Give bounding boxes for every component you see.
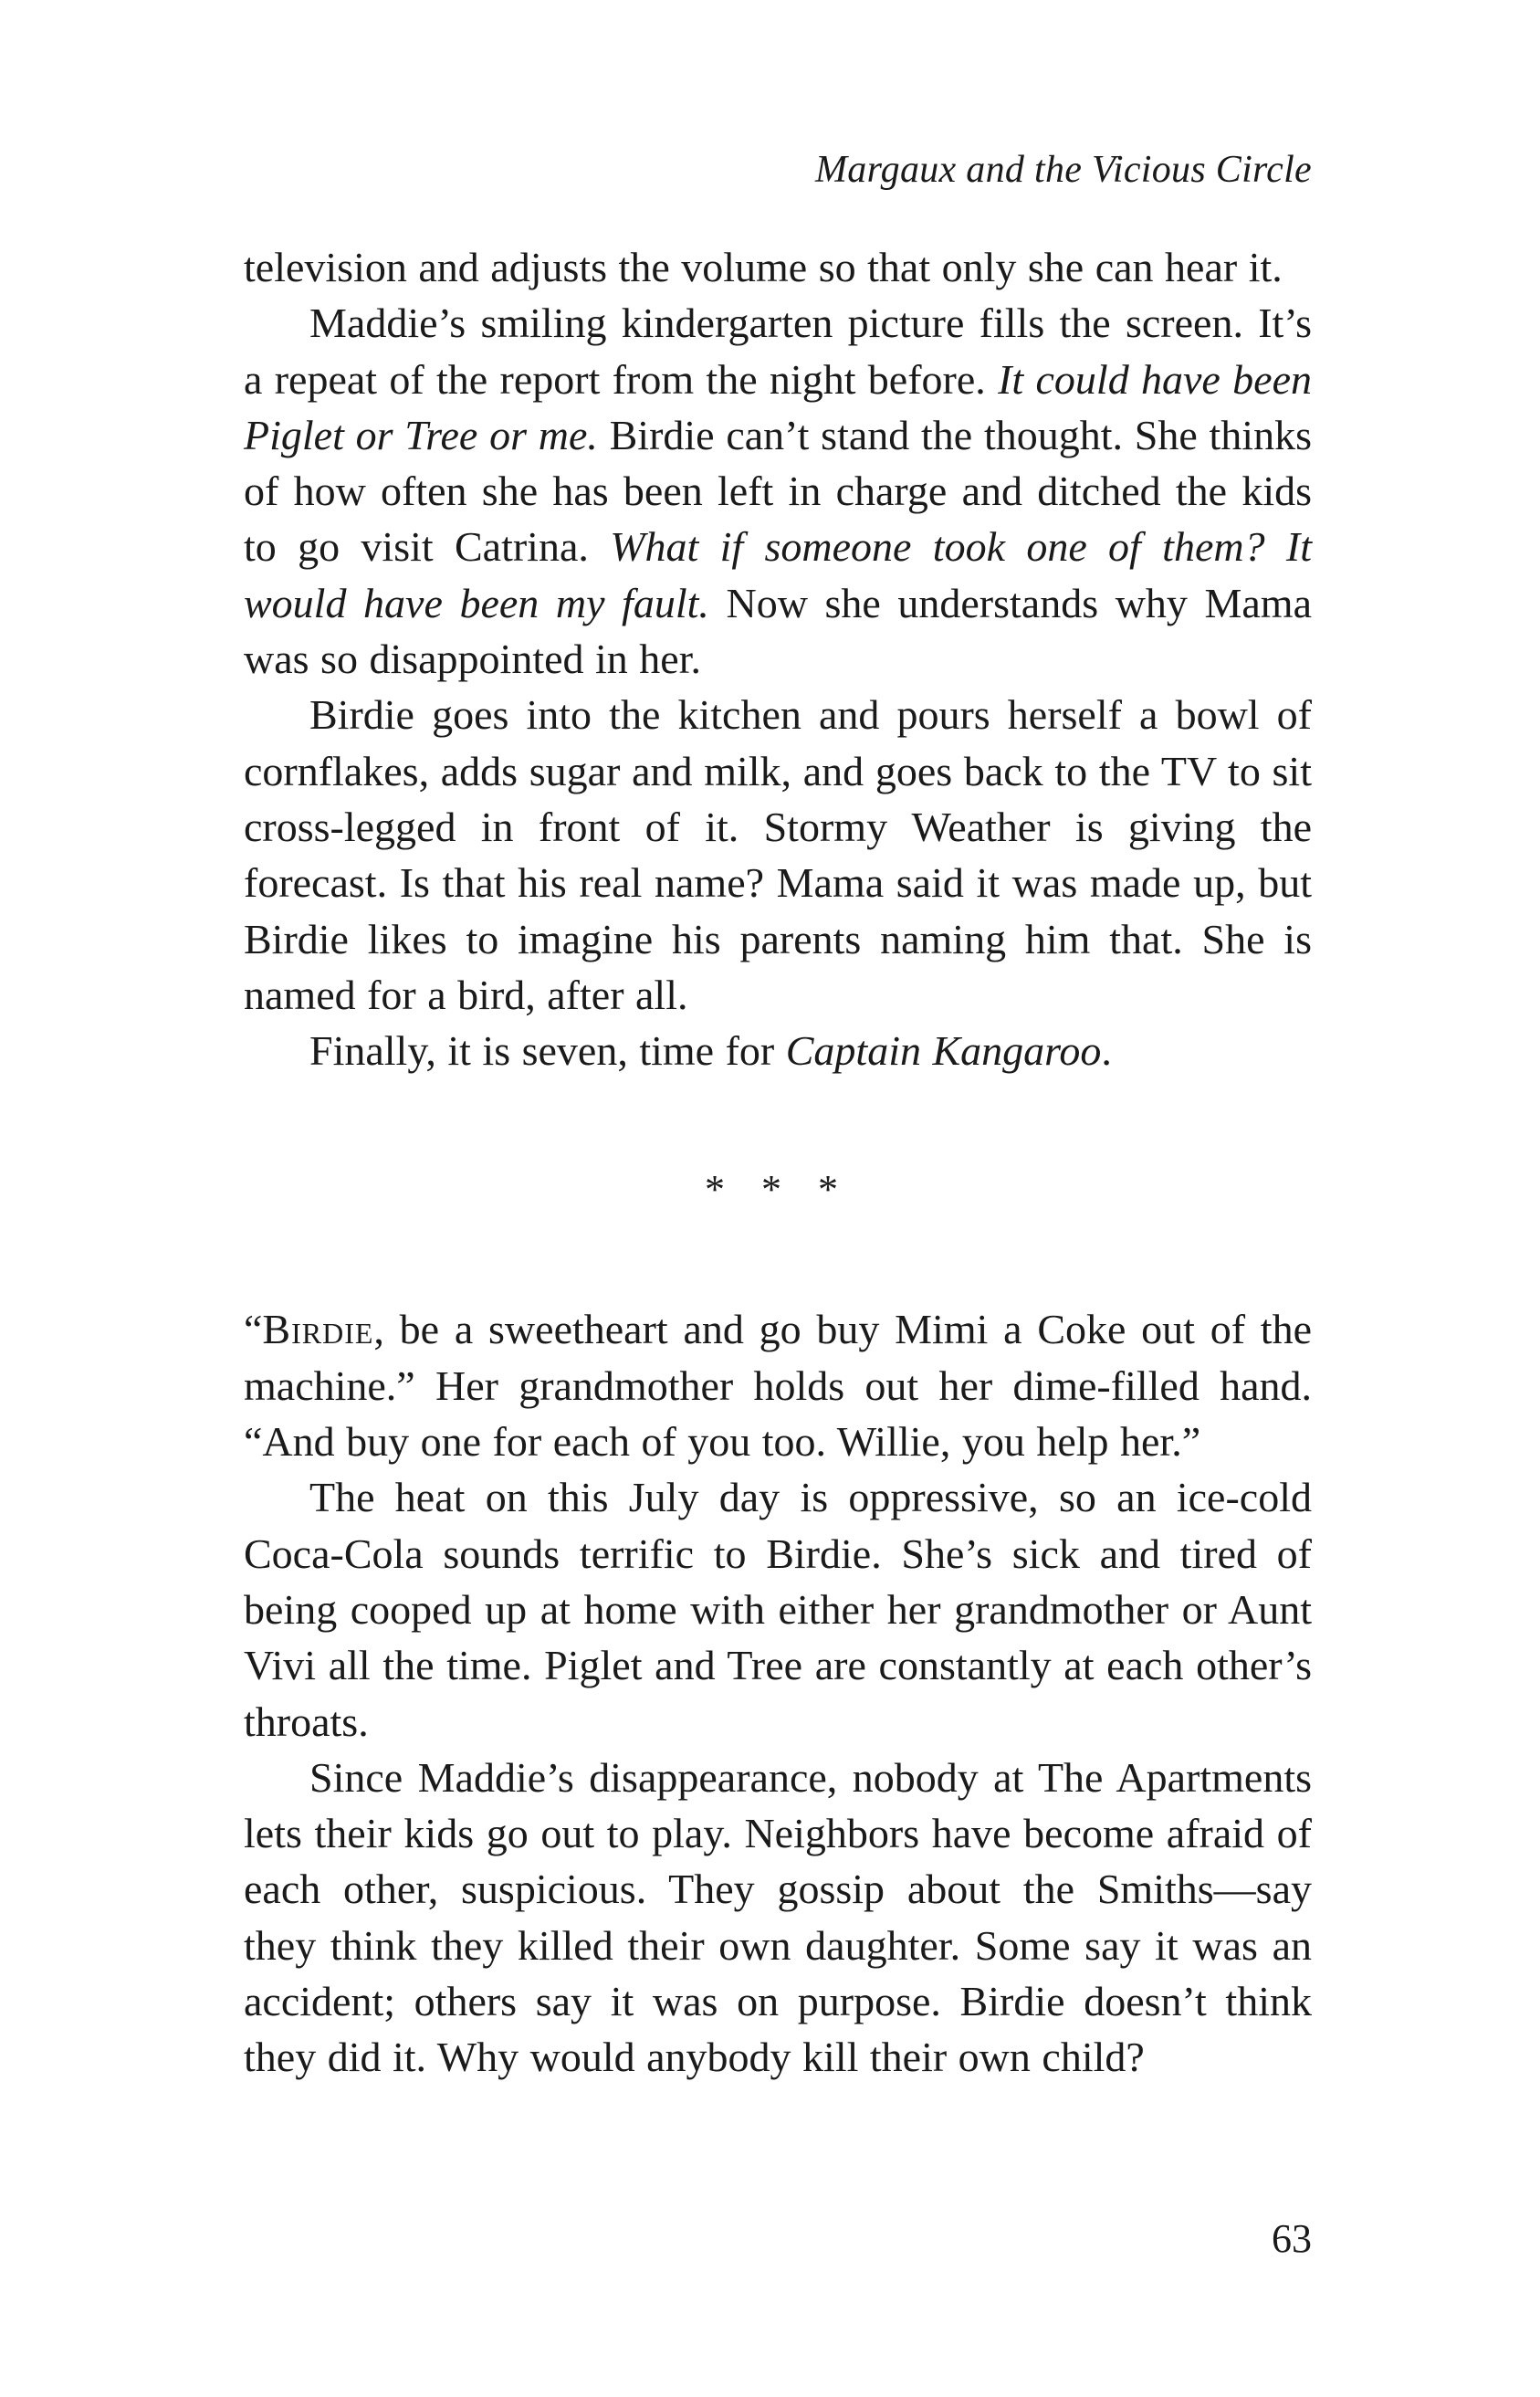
book-page	[244, 0, 1312, 2397]
show-title: Captain Kangaroo	[785, 1027, 1102, 1075]
paragraph: Maddie’s smiling kindergarten picture fills the screen. It’s a repeat of the report from the night before. It could have been Piglet or Tree or me. Birdie can’t stand the thought. She thinks of how often she has been left in charge and ditched the kids to go visit Catrina. What if someone took one of them? It would have been my fault. Now she understands why Mama was so disappointed in her.	[244, 300, 1313, 683]
paragraph: The heat on this July day is oppressive, so an ice-cold Coca-Cola sounds terrific to Birdie. She’s sick and tired of being cooped up at home with either her grandmother or Aunt Vivi all the time. Piglet and Tree are constantly at each other’s throats.	[244, 1474, 1312, 1745]
small-caps-opening: Birdie	[262, 1306, 374, 1353]
page-number: 63	[1272, 2216, 1312, 2261]
paragraph: Birdie goes into the kitchen and pours herself a bowl of cornflakes, adds sugar and milk, and goes back to the TV to sit cross-legged in front of it. Stormy Weather is giving the forecast. Is that his real name? Mama said it was made up, but Birdie likes to imagine his parents naming him that. She is named for a bird, after all.	[244, 691, 1312, 1018]
italic-thought: What if someone took one of them? It would have been my fault.	[244, 523, 1313, 626]
running-head: Margaux and the Vicious Circle	[814, 149, 1312, 191]
paragraph-continued: television and adjusts the volume so that only she can hear it.	[244, 244, 1283, 290]
italic-thought: It could have been Piglet or Tree or me.	[244, 355, 1312, 458]
paragraph-section-opening: “Birdie, be a sweetheart and go buy Mimi a Coke out of the machine.” Her grandmother holds out her dime-filled hand. “And buy one for each of you too. Willie, you help her.”	[244, 1306, 1312, 1466]
paragraph: Finally, it is seven, time for Captain Kangaroo.	[309, 1027, 1112, 1075]
body-text	[244, 239, 1312, 2086]
paragraph: Since Maddie’s disappearance, nobody at The Apartments lets their kids go out to play. Neighbors have become afraid of each other, suspicious. They gossip about the Smiths—say they think they killed their own daughter. Some say it was an accident; others say it was on purpose. Birdie doesn’t think they did it. Why would anybody kill their own child?	[244, 1753, 1312, 2081]
scene-break: * * *	[705, 1167, 851, 1213]
